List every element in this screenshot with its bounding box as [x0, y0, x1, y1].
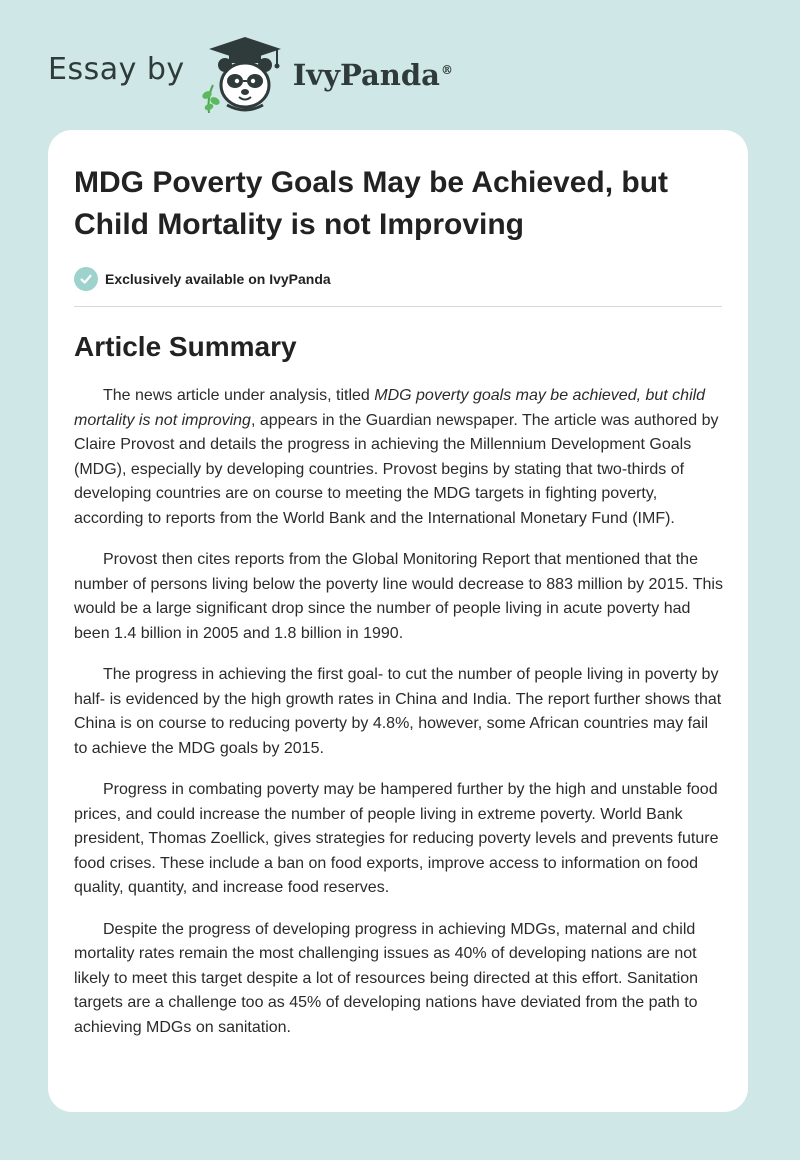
essay-by-label: Essay by	[48, 51, 185, 87]
paragraph-rest: , appears in the Guardian newspaper. The article was authored by Claire Provost and details the progress in achieving the Millennium Development Goals (MDG), especially by developing countries. Provost begins by stating that two-thirds of developing countries are on course to meeting the MDG targets in fighting poverty, according to reports from the World Bank and the International Monetary Fund (IMF).	[74, 411, 719, 527]
divider	[74, 306, 722, 307]
panda-logo-icon[interactable]	[199, 35, 291, 113]
paragraph: The progress in achieving the first goal- to cut the number of people living in poverty by half- is evidenced by the high growth rates in China and India. The report further shows that China is on course to reducing poverty by 4.8%, however, some African countries may fail to achieve the MDG goals by 2015.	[74, 666, 722, 757]
brand-name[interactable]	[293, 58, 453, 92]
badge-label: Exclusively available on IvyPanda	[105, 271, 331, 287]
article-title: MDG Poverty Goals May be Achieved, but Child Mortality is not Improving	[74, 166, 669, 241]
registered-mark: ®	[440, 63, 453, 78]
check-icon	[74, 267, 98, 291]
brand-text: IvyPanda	[292, 58, 440, 92]
section-heading: Article Summary	[74, 331, 297, 362]
paragraph: Despite the progress of developing progress in achieving MDGs, maternal and child mortality rates remain the most challenging issues as 40% of developing nations are not likely to meet this target despite a lot of resources being directed at this effort. Sanitation targets are a challenge too as 45% of developing nations have deviated from the path to achieving MDGs on sanitation.	[74, 920, 699, 1036]
paragraph-intro: The news article under analysis, titled	[103, 387, 375, 404]
article-card	[48, 130, 748, 1112]
paragraph	[74, 384, 724, 531]
exclusive-badge	[74, 266, 722, 292]
paragraph: Progress in combating poverty may be hampered further by the high and unstable food prices, and could increase the number of people living in extreme poverty. World Bank president, Thomas Zoellick, gives strategies for reducing poverty levels and prevents future food crises. These include a ban on food exports, improve access to information on food quality, quantity, and increase food reserves.	[74, 781, 719, 896]
article-body	[74, 384, 724, 1040]
article-title-italic: MDG poverty goals may be achieved, but child mortality is not improving	[74, 387, 706, 429]
paragraph: Provost then cites reports from the Global Monitoring Report that mentioned that the number of persons living below the poverty line would decrease to 883 million by 2015. This would be a large significant drop since the number of people living in acute poverty had been 1.4 billion in 2005 and 1.8 billion in 1990.	[74, 551, 723, 642]
site-header	[48, 34, 768, 114]
